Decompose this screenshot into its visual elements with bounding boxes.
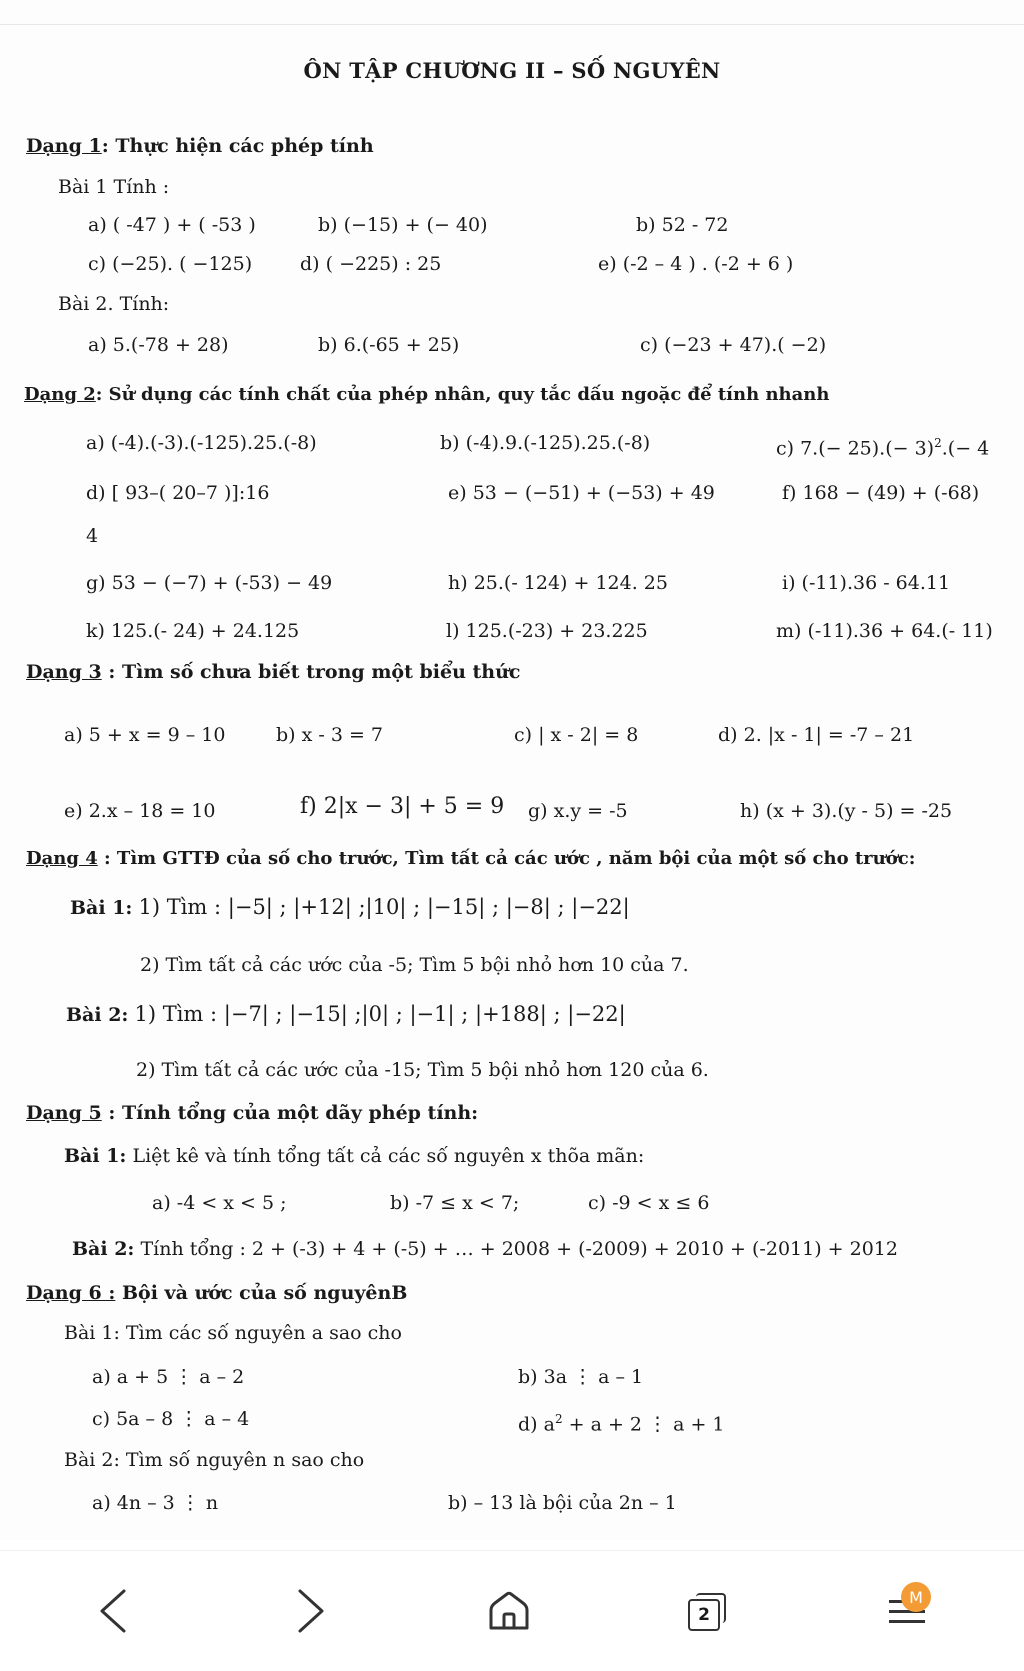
d4-bai1-line2: 2) Tìm tất cả các ước của -5; Tìm 5 bội nhỏ hơn 10 của 7. [140,954,689,976]
d4-bai2-line2: 2) Tìm tất cả các ước của -15; Tìm 5 bội nhỏ hơn 120 của 6. [136,1059,709,1081]
d2-item-c: c) $7.(- 25).(- 3)^2.(- 4$ [776,436,990,460]
forward-button[interactable] [276,1581,346,1641]
d5-item-a: a) -4 < x < 5 ; [152,1192,287,1214]
d3-item-e: e) 2.x – 18 = 10 [64,800,216,822]
d6-bai2-b: b) – 13 là bội của 2n – 1 [448,1492,677,1514]
d2-item-l: l) 125.(-23) + 23.225 [446,620,648,642]
d2-overflow-4: 4 [86,525,99,547]
section-5-heading: Dạng 5 : Tính tổng của một dãy phép tính: [26,1102,479,1124]
home-icon [487,1590,531,1632]
tabs-button[interactable] [672,1581,742,1641]
d1-item-e: e) (-2 – 4 ) . (-2 + 6 ) [598,253,794,275]
d2-item-e: e) 53 − (−51) + (−53) + 49 [448,482,715,504]
tabs-front-frame [688,1599,720,1631]
d5-item-b: b) -7 ≤ x < 7; [390,1192,520,1214]
home-button[interactable] [474,1581,544,1641]
section-6-heading: Dạng 6 : Bội và ước của số nguyênB [26,1282,408,1304]
d2-item-b: b) (-4).9.(-125).25.(-8) [440,432,651,454]
d4-bai2-line1: Bài 2: 1) Tìm : |−7| ; |−15| ;|0| ; |−1| ; |+188| ; |−22| [66,1002,626,1026]
menu-line-3 [889,1620,925,1623]
d1-item-c: c) (−25). ( −125) [88,253,253,275]
d2-item-f: f) 168 − (49) + (-68) [782,482,980,504]
d3-item-h: h) (x + 3).(y - 5) = -25 [740,800,953,822]
section-1-heading: Dạng 1: Thực hiện các phép tính [26,135,374,157]
browser-bottom-nav [0,1550,1024,1671]
section-2-heading: Dạng 2: Sử dụng các tính chất của phép nhân, quy tắc dấu ngoặc để tính nhanh [24,384,830,405]
d5-bai1: Bài 1: Liệt kê và tính tổng tất cả các số nguyên x thõa mãn: [64,1145,645,1167]
d3-item-f: f) 2|x − 3| + 5 = 9 [300,794,505,819]
page-title: ÔN TẬP CHƯƠNG II – SỐ NGUYÊN [303,58,721,83]
d2-item-m: m) (-11).36 + 64.(- 11) [776,620,993,642]
notification-badge: M [901,1582,931,1612]
chevron-left-icon [98,1588,128,1634]
tabs-icon [688,1593,726,1629]
d6-bai1: Bài 1: Tìm các số nguyên a sao cho [64,1322,402,1344]
d3-item-b: b) x - 3 = 7 [276,724,384,746]
menu-button[interactable] [872,1581,942,1641]
d1-bai1-label: Bài 1 Tính : [58,176,170,198]
d2-item-d: d) [ 93–( 20–7 )]:16 [86,482,270,504]
d3-item-a: a) 5 + x = 9 – 10 [64,724,226,746]
d3-item-d: d) 2. |x - 1| = -7 – 21 [718,724,915,746]
d2-item-h: h) 25.(- 124) + 124. 25 [448,572,668,594]
d1-item-a: a) ( -47 ) + ( -53 ) [88,214,256,236]
d6-bai2-a: a) 4n – 3 ⋮ n [92,1492,219,1514]
d6-bai2: Bài 2: Tìm số nguyên n sao cho [64,1449,365,1471]
d1-item-d: d) ( −225) : 25 [300,253,442,275]
d2-item-i: i) (-11).36 - 64.11 [782,572,951,594]
page-top-border [0,24,1024,25]
d6-item-a: a) a + 5 ⋮ a – 2 [92,1366,245,1388]
d1-item-b2: b) 52 - 72 [636,214,729,236]
d2-item-k: k) 125.(- 24) + 24.125 [86,620,300,642]
d6-item-b: b) 3a ⋮ a – 1 [518,1366,644,1388]
section-3-heading: Dạng 3 : Tìm số chưa biết trong một biểu thức [26,661,521,683]
d1-item-b: b) (−15) + (− 40) [318,214,488,236]
d3-item-g: g) x.y = -5 [528,800,628,822]
d5-bai2: Bài 2: Tính tổng : 2 + (-3) + 4 + (-5) + … + 2008 + (-2009) + 2010 + (-2011) + 2012 [72,1238,898,1260]
section-4-heading: Dạng 4 : Tìm GTTĐ của số cho trước, Tìm tất cả các ước , năm bội của một số cho trước: [26,848,916,869]
tabs-count: 2 [698,1605,710,1625]
d5-item-c: c) -9 < x ≤ 6 [588,1192,710,1214]
d1-bai2-a: a) 5.(-78 + 28) [88,334,229,356]
d6-item-d: d) $a^2 + a + 2$ ⋮ a + 1 [518,1412,725,1436]
d1-bai2-c: c) (−23 + 47).( −2) [640,334,827,356]
d1-bai2-label: Bài 2. Tính: [58,293,170,315]
d2-item-g: g) 53 − (−7) + (-53) − 49 [86,572,333,594]
d2-item-a: a) (-4).(-3).(-125).25.(-8) [86,432,317,454]
d6-item-c: c) 5a – 8 ⋮ a – 4 [92,1408,250,1430]
back-button[interactable] [78,1581,148,1641]
d4-bai1-line1: Bài 1: 1) Tìm : |−5| ; |+12| ;|10| ; |−15| ; |−8| ; |−22| [70,895,630,919]
chevron-right-icon [296,1588,326,1634]
d1-bai2-b: b) 6.(-65 + 25) [318,334,460,356]
menu-icon [889,1587,925,1626]
d3-item-c: c) | x - 2| = 8 [514,724,639,746]
